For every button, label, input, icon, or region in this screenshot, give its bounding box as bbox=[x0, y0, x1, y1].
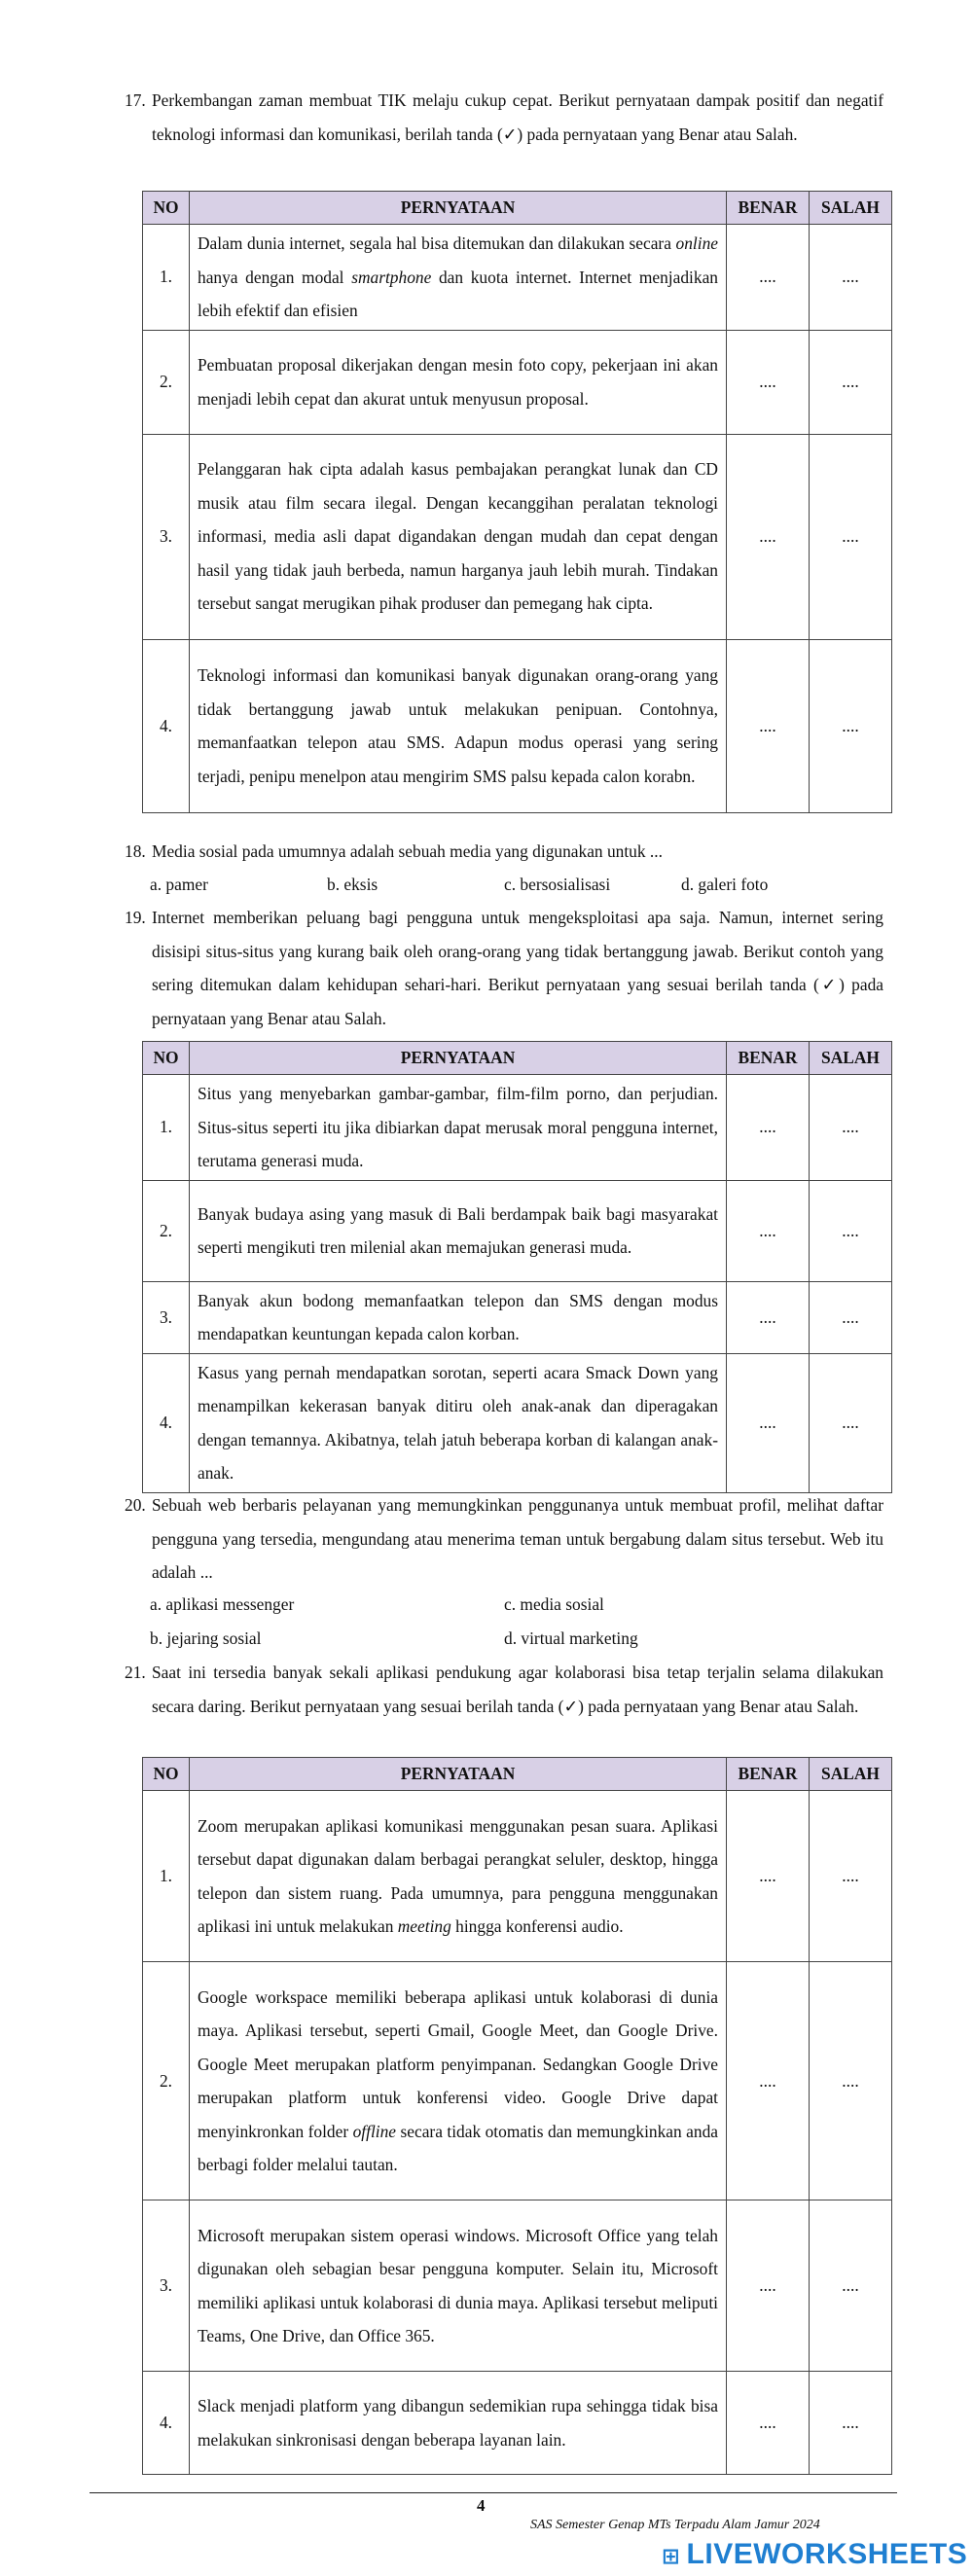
statement-text: Situs yang menyebarkan gambar-gambar, film-film porno, dan perjudian. Situs-situs seperti itu jika dibiarkan dapat merusak moral pengguna internet, terutama generasi muda. bbox=[190, 1075, 727, 1181]
option-b[interactable]: b. eksis bbox=[327, 875, 378, 894]
option-d[interactable]: d. galeri foto bbox=[681, 875, 769, 894]
salah-answer-field[interactable]: .... bbox=[810, 1075, 892, 1181]
table-header: NO PERNYATAAN BENAR SALAH bbox=[143, 1042, 892, 1075]
statement-table-21 bbox=[142, 1757, 892, 2475]
salah-answer-field[interactable]: .... bbox=[810, 2200, 892, 2372]
table-row: 2. Banyak budaya asing yang masuk di Bali berdampak baik bagi masyarakat seperti mengikuti tren milenial akan memajukan generasi muda. .... .... bbox=[143, 1180, 892, 1281]
footer-divider bbox=[90, 2492, 897, 2493]
salah-answer-field[interactable]: .... bbox=[810, 1791, 892, 1962]
benar-answer-field[interactable]: .... bbox=[727, 1353, 810, 1492]
question-21 bbox=[125, 1656, 883, 1723]
question-17 bbox=[125, 84, 883, 151]
table-row: 2. Pembuatan proposal dikerjakan dengan mesin foto copy, pekerjaan ini akan menjadi lebih cepat dan akurat untuk menyusun proposal. .... .... bbox=[143, 330, 892, 434]
benar-answer-field[interactable]: .... bbox=[727, 330, 810, 434]
table-row: 4. Slack menjadi platform yang dibangun sedemikian rupa sehingga tidak bisa melakukan sinkronisasi dengan beberapa layanan lain. .... .... bbox=[143, 2372, 892, 2475]
statement-text: Kasus yang pernah mendapatkan sorotan, seperti acara Smack Down yang menampilkan kekerasan banyak ditiru oleh anak-anak dan diperagakan dengan temannya. Akibatnya, telah jatuh beberapa korban di kalangan anak-anak. bbox=[190, 1353, 727, 1492]
table-row: 4. Teknologi informasi dan komunikasi banyak digunakan orang-orang yang tidak bertanggung jawab untuk melakukan penipuan. Contohnya, memanfaatkan telepon atau SMS. Adapun modus operasi yang sering terjadi, penipu menelpon atau mengirim SMS palsu kepada calon korabn. .... .... bbox=[143, 639, 892, 812]
question-18 bbox=[125, 835, 883, 869]
options-20 bbox=[150, 1588, 889, 1656]
brand-icon: ⊞ bbox=[662, 2544, 687, 2568]
question-18-text: 18. Media sosial pada umumnya adalah sebuah media yang digunakan untuk ... bbox=[125, 841, 663, 861]
question-21-text: 21. Saat ini tersedia banyak sekali aplikasi pendukung agar kolaborasi bisa tetap terjalin selama dilakukan secara daring. Berikut pernyataan yang sesuai berilah tanda (✓) pada pernyataan yang Benar atau Salah. bbox=[125, 1663, 883, 1716]
table-header: NO PERNYATAAN BENAR SALAH bbox=[143, 192, 892, 225]
salah-answer-field[interactable]: .... bbox=[810, 330, 892, 434]
benar-answer-field[interactable]: .... bbox=[727, 1281, 810, 1353]
benar-answer-field[interactable]: .... bbox=[727, 2372, 810, 2475]
option-a[interactable]: a. aplikasi messenger bbox=[150, 1594, 295, 1614]
statement-text: Slack menjadi platform yang dibangun sedemikian rupa sehingga tidak bisa melakukan sinkronisasi dengan beberapa layanan lain. bbox=[190, 2372, 727, 2475]
statement-text: Pembuatan proposal dikerjakan dengan mesin foto copy, pekerjaan ini akan menjadi lebih cepat dan akurat untuk menyusun proposal. bbox=[190, 330, 727, 434]
benar-answer-field[interactable]: .... bbox=[727, 1075, 810, 1181]
question-17-text: 17. Perkembangan zaman membuat TIK melaju cukup cepat. Berikut pernyataan dampak positif dan negatif teknologi informasi dan komunikasi, berilah tanda (✓) pada pernyataan yang Benar atau Salah. bbox=[125, 84, 883, 151]
option-d[interactable]: d. virtual marketing bbox=[504, 1628, 638, 1648]
table-row: 3. Microsoft merupakan sistem operasi windows. Microsoft Office yang telah digunakan oleh sebagian besar pengguna komputer. Selain itu, Microsoft memiliki aplikasi untuk kolaborasi di dunia maya. Aplikasi tersebut meliputi Teams, One Drive, dan Office 365. .... .... bbox=[143, 2200, 892, 2372]
statement-text: Teknologi informasi dan komunikasi banyak digunakan orang-orang yang tidak bertanggung jawab untuk melakukan penipuan. Contohnya, memanfaatkan telepon atau SMS. Adapun modus operasi yang sering terjadi, penipu menelpon atau mengirim SMS palsu kepada calon korabn. bbox=[190, 639, 727, 812]
statement-text: Banyak akun bodong memanfaatkan telepon dan SMS dengan modus mendapatkan keuntungan kepada calon korban. bbox=[190, 1281, 727, 1353]
checkmark-icon: ✓ bbox=[563, 1696, 579, 1716]
statement-text: Zoom merupakan aplikasi komunikasi menggunakan pesan suara. Aplikasi tersebut dapat digunakan dalam berbagai perangkat seluler, desktop, hingga telepon dan sistem ruang. Pada umumnya, para pengguna menggunakan aplikasi ini untuk melakukan meeting hingga konferensi audio. bbox=[190, 1791, 727, 1962]
benar-answer-field[interactable]: .... bbox=[727, 1962, 810, 2200]
salah-answer-field[interactable]: .... bbox=[810, 2372, 892, 2475]
salah-answer-field[interactable]: .... bbox=[810, 225, 892, 331]
page-number: 4 bbox=[477, 2496, 486, 2515]
benar-answer-field[interactable]: .... bbox=[727, 639, 810, 812]
option-a[interactable]: a. pamer bbox=[150, 875, 208, 894]
table-row: 1. Zoom merupakan aplikasi komunikasi menggunakan pesan suara. Aplikasi tersebut dapat digunakan dalam berbagai perangkat seluler, desktop, hingga telepon dan sistem ruang. Pada umumnya, para pengguna menggunakan aplikasi ini untuk melakukan meeting hingga konferensi audio. .... .... bbox=[143, 1791, 892, 1962]
question-19 bbox=[125, 901, 883, 1035]
salah-answer-field[interactable]: .... bbox=[810, 1180, 892, 1281]
benar-answer-field[interactable]: .... bbox=[727, 1180, 810, 1281]
option-c[interactable]: c. bersosialisasi bbox=[504, 875, 611, 894]
statement-table-17 bbox=[142, 191, 892, 813]
table-row: 2. Google workspace memiliki beberapa aplikasi untuk kolaborasi di dunia maya. Aplikasi tersebut, seperti Gmail, Google Meet, dan Google Drive. Google Meet merupakan platform penyimpanan. Sedangkan Google Drive merupakan platform untuk konferensi video. Google Drive dapat menyinkronkan folder offline secara tidak otomatis dan memungkinkan anda berbagi folder melalui tautan. .... .... bbox=[143, 1962, 892, 2200]
table-header: NO PERNYATAAN BENAR SALAH bbox=[143, 1758, 892, 1791]
table-row: 3. Banyak akun bodong memanfaatkan telepon dan SMS dengan modus mendapatkan keuntungan kepada calon korban. .... .... bbox=[143, 1281, 892, 1353]
option-c[interactable]: c. media sosial bbox=[504, 1594, 604, 1614]
statement-text: Dalam dunia internet, segala hal bisa ditemukan dan dilakukan secara online hanya dengan modal smartphone dan kuota internet. Internet menjadikan lebih efektif dan efisien bbox=[190, 225, 727, 331]
checkmark-icon: ✓ bbox=[502, 124, 518, 144]
benar-answer-field[interactable]: .... bbox=[727, 225, 810, 331]
table-row: 1. Dalam dunia internet, segala hal bisa ditemukan dan dilakukan secara online hanya dengan modal smartphone dan kuota internet. Internet menjadikan lebih efektif dan efisien .... .... bbox=[143, 225, 892, 331]
statement-text: Microsoft merupakan sistem operasi windows. Microsoft Office yang telah digunakan oleh sebagian besar pengguna komputer. Selain itu, Microsoft memiliki aplikasi untuk kolaborasi di dunia maya. Aplikasi tersebut meliputi Teams, One Drive, dan Office 365. bbox=[190, 2200, 727, 2372]
salah-answer-field[interactable]: .... bbox=[810, 1353, 892, 1492]
options-18 bbox=[150, 868, 889, 901]
footer-text: SAS Semester Genap MTs Terpadu Alam Jamur 2024 bbox=[530, 2518, 820, 2532]
benar-answer-field[interactable]: .... bbox=[727, 2200, 810, 2372]
checkmark-icon: ✓ bbox=[818, 975, 840, 994]
benar-answer-field[interactable]: .... bbox=[727, 434, 810, 639]
statement-text: Pelanggaran hak cipta adalah kasus pembajakan perangkat lunak dan CD musik atau film secara ilegal. Dengan kecanggihan peralatan teknologi informasi, media asli dapat digandakan dengan mudah dan cepat dengan hasil yang tidak jauh berbeda, namun harganya jauh lebih murah. Tindakan tersebut sangat merugikan pihak produser dan pemegang hak cipta. bbox=[190, 434, 727, 639]
salah-answer-field[interactable]: .... bbox=[810, 639, 892, 812]
question-20-text: 20. Sebuah web berbaris pelayanan yang memungkinkan penggunanya untuk membuat profil, melihat daftar pengguna yang tersedia, mengundang atau menerima teman untuk bergabung dalam situs tersebut. Web itu adalah ... bbox=[125, 1495, 883, 1582]
question-number: 17. bbox=[125, 90, 146, 110]
question-20 bbox=[125, 1488, 883, 1590]
salah-answer-field[interactable]: .... bbox=[810, 1962, 892, 2200]
salah-answer-field[interactable]: .... bbox=[810, 1281, 892, 1353]
question-19-text: 19. Internet memberikan peluang bagi pengguna untuk mengeksploitasi apa saja. Namun, internet sering disisipi situs-situs yang kurang baik oleh orang-orang yang tidak bertanggung jawab. Berikut contoh yang sering ditemukan dalam kehidupan sehari-hari. Berikut pernyataan yang sesuai berilah tanda (✓) pada pernyataan yang Benar atau Salah. bbox=[125, 908, 883, 1028]
statement-table-19 bbox=[142, 1041, 892, 1493]
liveworksheets-logo[interactable]: ⊞ LIVEWORKSHEETS bbox=[662, 2538, 968, 2570]
table-row: 1. Situs yang menyebarkan gambar-gambar, film-film porno, dan perjudian. Situs-situs seperti itu jika dibiarkan dapat merusak moral pengguna internet, terutama generasi muda. .... .... bbox=[143, 1075, 892, 1181]
statement-text: Google workspace memiliki beberapa aplikasi untuk kolaborasi di dunia maya. Aplikasi tersebut, seperti Gmail, Google Meet, dan Google Drive. Google Meet merupakan platform penyimpanan. Sedangkan Google Drive merupakan platform untuk konferensi video. Google Drive dapat menyinkronkan folder offline secara tidak otomatis dan memungkinkan anda berbagi folder melalui tautan. bbox=[190, 1962, 727, 2200]
statement-text: Banyak budaya asing yang masuk di Bali berdampak baik bagi masyarakat seperti mengikuti tren milenial akan memajukan generasi muda. bbox=[190, 1180, 727, 1281]
option-b[interactable]: b. jejaring sosial bbox=[150, 1628, 262, 1648]
salah-answer-field[interactable]: .... bbox=[810, 434, 892, 639]
table-row: 3. Pelanggaran hak cipta adalah kasus pembajakan perangkat lunak dan CD musik atau film secara ilegal. Dengan kecanggihan peralatan teknologi informasi, media asli dapat digandakan dengan mudah dan cepat dengan hasil yang tidak jauh berbeda, namun harganya jauh lebih murah. Tindakan tersebut sangat merugikan pihak produser dan pemegang hak cipta. .... .... bbox=[143, 434, 892, 639]
table-row: 4. Kasus yang pernah mendapatkan sorotan, seperti acara Smack Down yang menampilkan kekerasan banyak ditiru oleh anak-anak dan diperagakan dengan temannya. Akibatnya, telah jatuh beberapa korban di kalangan anak-anak. .... .... bbox=[143, 1353, 892, 1492]
benar-answer-field[interactable]: .... bbox=[727, 1791, 810, 1962]
